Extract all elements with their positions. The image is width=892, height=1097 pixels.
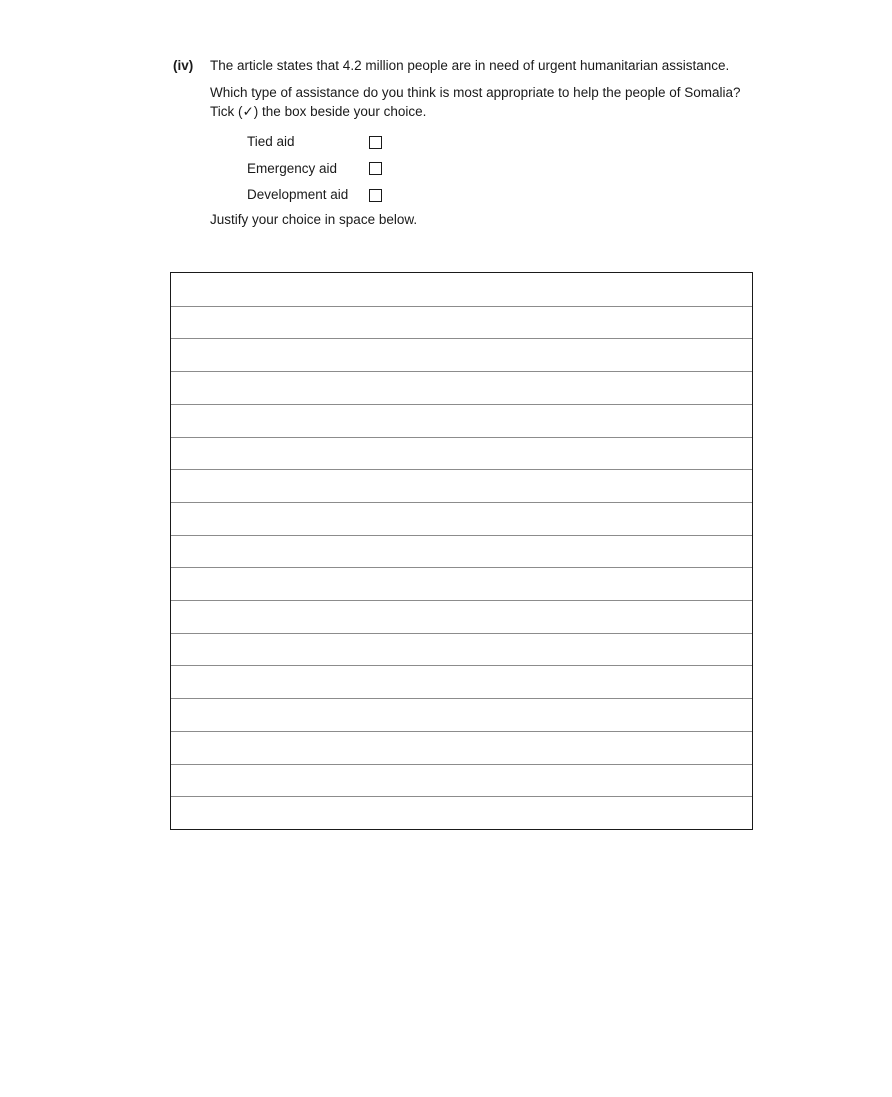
option-label: Tied aid — [247, 134, 295, 150]
answer-line — [171, 567, 752, 568]
justify-instruction: Justify your choice in space below. — [210, 211, 418, 227]
answer-line — [171, 698, 752, 699]
answer-line — [171, 633, 752, 634]
answer-line — [171, 437, 752, 438]
answer-line — [171, 371, 752, 372]
option-emergency-aid — [247, 156, 750, 183]
option-label: Development aid — [247, 187, 349, 203]
question-prompt: Which type of assistance do you think is most appropriate to help the people of Somalia? Tick (✓) the box beside your choice. — [210, 85, 741, 119]
answer-line — [171, 796, 752, 797]
aid-options — [247, 129, 750, 209]
answer-line — [171, 338, 752, 339]
option-label: Emergency aid — [247, 160, 338, 176]
answer-line — [171, 600, 752, 601]
development-aid-checkbox[interactable] — [369, 189, 382, 202]
answer-line — [171, 731, 752, 732]
answer-line — [171, 502, 752, 503]
emergency-aid-checkbox[interactable] — [369, 162, 382, 175]
option-tied-aid — [247, 129, 750, 156]
answer-line — [171, 764, 752, 765]
answer-box[interactable] — [170, 272, 753, 830]
option-development-aid — [247, 182, 750, 209]
question-body — [210, 57, 750, 229]
answer-line — [171, 665, 752, 666]
answer-line — [171, 306, 752, 307]
question-number: (iv) — [173, 58, 194, 73]
tied-aid-checkbox[interactable] — [369, 136, 382, 149]
answer-line — [171, 404, 752, 405]
answer-line — [171, 469, 752, 470]
question-stem: The article states that 4.2 million people are in need of urgent humanitarian assistance. — [210, 58, 730, 73]
answer-line — [171, 535, 752, 536]
